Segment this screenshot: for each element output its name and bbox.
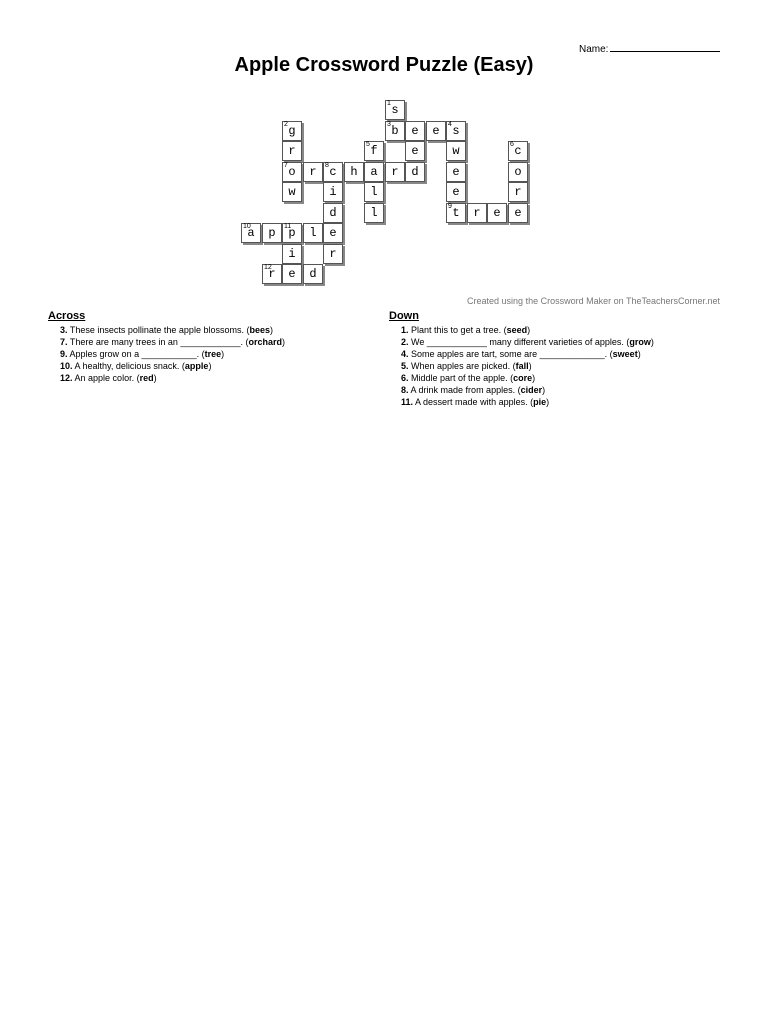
clue-number: 7. (60, 337, 68, 347)
clue-end: ) (650, 337, 654, 347)
cell-letter: i (288, 247, 296, 261)
crossword-cell[interactable] (364, 182, 384, 202)
cell-letter: r (309, 165, 317, 179)
cell-letter: t (452, 206, 460, 220)
cell-letter: l (309, 226, 317, 240)
clue-end: ) (528, 361, 532, 371)
crossword-cell[interactable] (405, 141, 425, 161)
name-label: Name: (579, 44, 609, 55)
clue-answer: red (139, 373, 154, 383)
clue-answer: seed (506, 325, 528, 335)
clue-number: 6. (401, 373, 409, 383)
cell-number: 3 (387, 121, 391, 128)
cell-letter: e (432, 124, 440, 138)
cell-letter: l (370, 206, 378, 220)
clue-number: 1. (401, 325, 409, 335)
cell-number: 2 (284, 121, 288, 128)
crossword-cell[interactable] (446, 203, 466, 223)
clue-item (401, 396, 654, 408)
crossword-cell[interactable] (508, 141, 528, 161)
clue-number: 11. (401, 397, 414, 407)
crossword-cell[interactable] (385, 100, 405, 120)
crossword-cell[interactable] (323, 162, 343, 182)
cell-letter: c (329, 165, 337, 179)
clue-number: 12. (60, 373, 73, 383)
clue-answer: tree (204, 349, 222, 359)
clue-text: We ____________ many different varieties of apples. ( (411, 337, 630, 347)
clue-end: ) (221, 349, 225, 359)
crossword-cell[interactable] (241, 223, 261, 243)
cell-letter: f (370, 144, 378, 158)
clue-text: Plant this to get a tree. ( (411, 325, 507, 335)
cell-letter: e (329, 226, 337, 240)
clue-text: A dessert made with apples. ( (415, 397, 534, 407)
clue-number: 10. (60, 361, 73, 371)
cell-letter: o (514, 165, 522, 179)
clue-answer: cider (520, 385, 543, 395)
clue-answer: fall (515, 361, 529, 371)
crossword-cell[interactable] (282, 223, 302, 243)
crossword-cell[interactable] (323, 244, 343, 264)
crossword-cell[interactable] (282, 141, 302, 161)
crossword-grid (0, 0, 768, 300)
crossword-cell[interactable] (282, 244, 302, 264)
crossword-cell[interactable] (282, 162, 302, 182)
crossword-cell[interactable] (282, 182, 302, 202)
clue-item (60, 324, 285, 336)
crossword-cell[interactable] (282, 264, 302, 284)
crossword-cell[interactable] (323, 223, 343, 243)
clue-answer: apple (184, 361, 209, 371)
cell-letter: d (329, 206, 337, 220)
clue-answer: grow (629, 337, 651, 347)
cell-letter: e (452, 165, 460, 179)
crossword-cell[interactable] (282, 121, 302, 141)
clue-answer: pie (533, 397, 547, 407)
cell-letter: e (411, 144, 419, 158)
clue-text: An apple color. ( (74, 373, 140, 383)
crossword-cell[interactable] (508, 162, 528, 182)
clue-text: Some apples are tart, some are _____________. ( (411, 349, 613, 359)
crossword-cell[interactable] (303, 264, 323, 284)
cell-letter: e (452, 185, 460, 199)
clue-item (401, 324, 654, 336)
credit-text: Created using the Crossword Maker on TheTeachersCorner.net (467, 296, 720, 306)
cell-letter: p (268, 226, 276, 240)
clue-end: ) (282, 337, 285, 347)
crossword-cell[interactable] (426, 121, 446, 141)
crossword-cell[interactable] (303, 162, 323, 182)
clue-end: ) (542, 385, 546, 395)
clue-item (401, 348, 654, 360)
cell-letter: w (452, 144, 460, 158)
crossword-cell[interactable] (364, 162, 384, 182)
cell-letter: r (514, 185, 522, 199)
cell-number: 6 (510, 141, 514, 148)
clue-text: A healthy, delicious snack. ( (74, 361, 185, 371)
cell-letter: p (288, 226, 296, 240)
cell-number: 8 (325, 162, 329, 169)
clue-item (401, 360, 654, 372)
crossword-cell[interactable] (262, 264, 282, 284)
down-list (389, 324, 654, 408)
clue-text: Middle part of the apple. ( (411, 373, 514, 383)
cell-number: 11 (284, 223, 292, 230)
crossword-cell[interactable] (446, 121, 466, 141)
crossword-cell[interactable] (364, 141, 384, 161)
crossword-cell[interactable] (446, 162, 466, 182)
cell-letter: h (350, 165, 358, 179)
clue-item (401, 384, 654, 396)
cell-letter: d (411, 165, 419, 179)
cell-letter: w (288, 185, 296, 199)
clue-answer: core (513, 373, 533, 383)
cell-letter: r (288, 144, 296, 158)
clue-number: 4. (401, 349, 409, 359)
crossword-cell[interactable] (385, 162, 405, 182)
clue-answer: bees (249, 325, 270, 335)
cell-letter: i (329, 185, 337, 199)
crossword-cell[interactable] (262, 223, 282, 243)
crossword-cell[interactable] (508, 203, 528, 223)
cell-number: 7 (284, 162, 288, 169)
cell-letter: r (391, 165, 399, 179)
crossword-cell[interactable] (344, 162, 364, 182)
cell-letter: r (329, 247, 337, 261)
clue-text: When apples are picked. ( (411, 361, 516, 371)
cell-letter: d (309, 267, 317, 281)
across-clues (48, 310, 285, 384)
clue-item (60, 336, 285, 348)
crossword-cell[interactable] (323, 182, 343, 202)
cell-number: 10 (243, 223, 251, 230)
crossword-cell[interactable] (446, 141, 466, 161)
crossword-cell[interactable] (385, 121, 405, 141)
clue-end: ) (546, 397, 550, 407)
cell-number: 5 (366, 141, 370, 148)
clue-answer: orchard (248, 337, 282, 347)
cell-letter: s (452, 124, 460, 138)
cell-letter: e (411, 124, 419, 138)
cell-letter: e (288, 267, 296, 281)
crossword-cell[interactable] (405, 162, 425, 182)
cell-letter: r (268, 267, 276, 281)
cell-letter: e (493, 206, 501, 220)
clue-end: ) (637, 349, 641, 359)
down-heading: Down (389, 310, 419, 322)
clue-text: Apples grow on a ___________. ( (69, 349, 205, 359)
crossword-cell[interactable] (487, 203, 507, 223)
clue-item (60, 348, 285, 360)
cell-letter: a (370, 165, 378, 179)
cell-number: 4 (448, 121, 452, 128)
crossword-cell[interactable] (405, 121, 425, 141)
cell-letter: b (391, 124, 399, 138)
crossword-cell[interactable] (323, 203, 343, 223)
cell-number: 9 (448, 203, 452, 210)
clue-end: ) (208, 361, 212, 371)
clue-item (60, 360, 285, 372)
clue-text: There are many trees in an ____________. ( (69, 337, 249, 347)
cell-number: 12 (264, 264, 272, 271)
cell-number: 1 (387, 100, 391, 107)
across-list (48, 324, 285, 384)
clue-end: ) (532, 373, 536, 383)
cell-letter: a (247, 226, 255, 240)
clue-number: 9. (60, 349, 68, 359)
clue-text: A drink made from apples. ( (410, 385, 521, 395)
clue-end: ) (527, 325, 531, 335)
clue-text: These insects pollinate the apple blossoms. ( (69, 325, 250, 335)
cell-letter: l (370, 185, 378, 199)
cell-letter: s (391, 103, 399, 117)
crossword-cell[interactable] (467, 203, 487, 223)
cell-letter: r (473, 206, 481, 220)
down-clues (389, 310, 654, 408)
clue-answer: sweet (612, 349, 638, 359)
clue-item (401, 336, 654, 348)
clue-item (401, 372, 654, 384)
page-title: Apple Crossword Puzzle (Easy) (234, 54, 534, 76)
clue-number: 3. (60, 325, 68, 335)
clue-number: 8. (401, 385, 409, 395)
cell-letter: g (288, 124, 296, 138)
across-heading: Across (48, 310, 86, 322)
crossword-cell[interactable] (446, 182, 466, 202)
cell-letter: o (288, 165, 296, 179)
cell-letter: c (514, 144, 522, 158)
clue-number: 2. (401, 337, 409, 347)
cell-letter: e (514, 206, 522, 220)
crossword-cell[interactable] (303, 223, 323, 243)
clue-number: 5. (401, 361, 409, 371)
clue-end: ) (269, 325, 273, 335)
clue-item (60, 372, 285, 384)
crossword-cell[interactable] (364, 203, 384, 223)
crossword-cell[interactable] (508, 182, 528, 202)
clue-end: ) (153, 373, 157, 383)
